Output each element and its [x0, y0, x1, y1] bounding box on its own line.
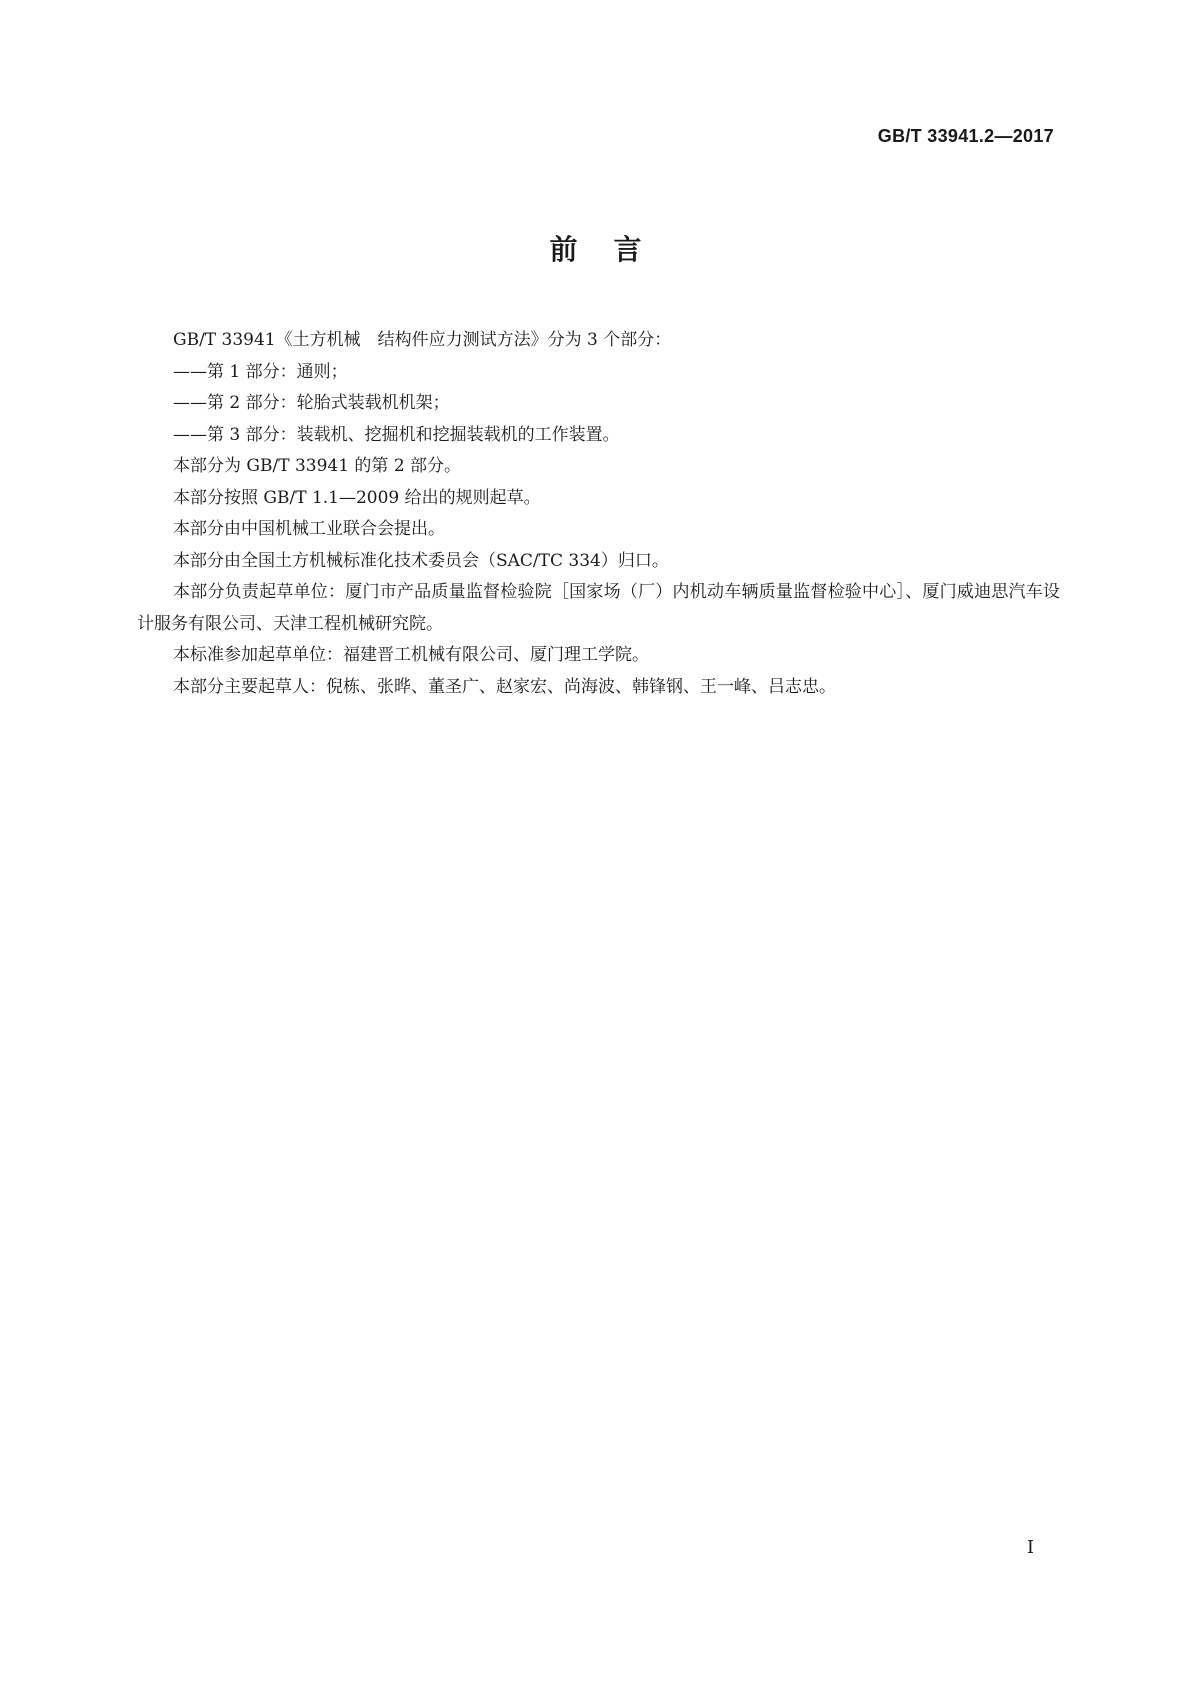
document-body	[137, 325, 1060, 703]
paragraph-responsible-units: 本部分负责起草单位：厦门市产品质量监督检验院［国家场（厂）内机动车辆质量监督检验中心］、厦门威迪思汽车设计服务有限公司、天津工程机械研究院。	[137, 582, 1060, 634]
page-title: 前言	[549, 233, 678, 266]
paragraph-committee: 本部分由全国土方机械标准化技术委员会（SAC/TC 334）归口。	[173, 550, 669, 571]
list-item-part-2: ——第 2 部分：轮胎式装载机机架；	[173, 393, 450, 413]
page-number: I	[1026, 1537, 1034, 1558]
list-item-part-1: ——第 1 部分：通则；	[173, 361, 348, 382]
standard-number: GB/T 33941.2—2017	[877, 126, 1054, 146]
paragraph-drafters: 本部分主要起草人：倪栋、张晔、董圣广、赵家宏、尚海波、韩锋钢、王一峰、吕志忠。	[173, 676, 836, 697]
paragraph-intro: GB/T 33941《土方机械 结构件应力测试方法》分为 3 个部分：	[173, 330, 672, 350]
paragraph-proposer: 本部分由中国机械工业联合会提出。	[173, 519, 445, 539]
paragraph-part-statement: 本部分为 GB/T 33941 的第 2 部分。	[173, 456, 462, 476]
paragraph-drafting-rules: 本部分按照 GB/T 1.1—2009 给出的规则起草。	[173, 487, 541, 508]
paragraph-participating-units: 本标准参加起草单位：福建晋工机械有限公司、厦门理工学院。	[173, 645, 649, 665]
list-item-part-3: ——第 3 部分：装载机、挖掘机和挖掘装载机的工作装置。	[173, 424, 620, 445]
